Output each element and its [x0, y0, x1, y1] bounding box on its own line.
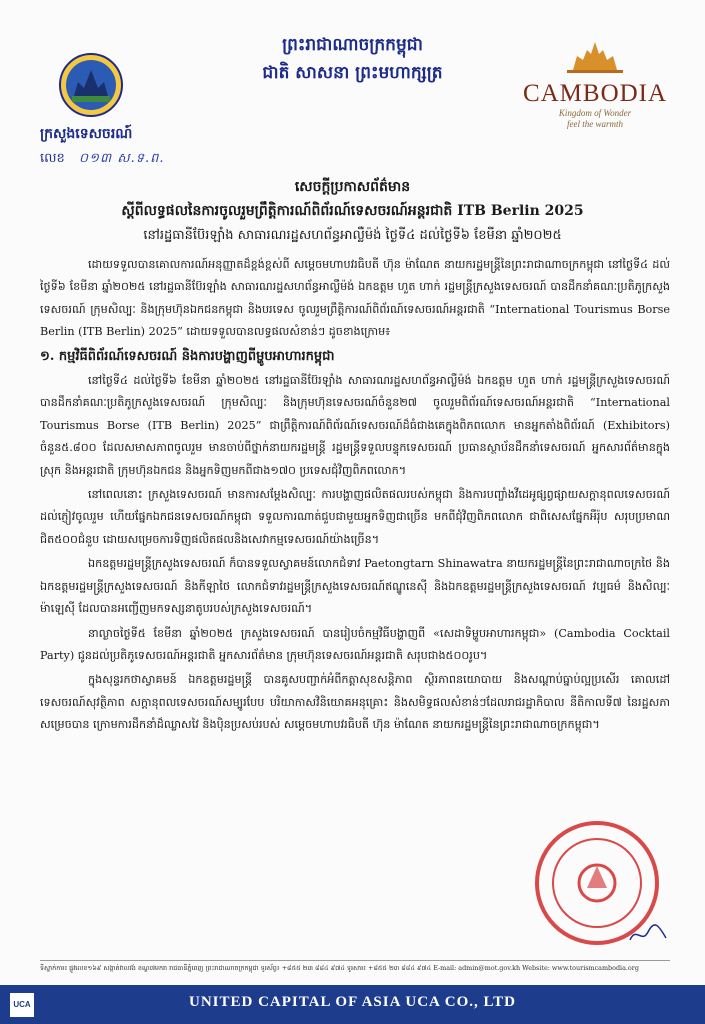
- angkor-temple-icon: [555, 40, 635, 74]
- paragraph-3: ឯកឧត្តមរដ្ឋមន្ត្រីក្រសួងទេសចរណ៍ ក៏បានទទួលស្វាគមន៍លោកជំទាវ Paetongtarn Shinawatra នាយករដ្ឋមន្ត្រីនៃព្រះរាជាណាចក្រថៃ និងឯកឧត្តមរដ្ឋមន្ត្រីក្រសួងទេសចរណ៍ និងកីឡាថៃ លោកជំទាវរដ្ឋមន្ត្រីក្រសួងទេសចរណ៍ឥណ្ឌូនេស៊ី និងឯកឧត្តមរដ្ឋមន្ត្រីក្រសួងទេសចរណ៍ វប្បធម៌ និងសិល្បៈម៉ាឡេស៊ី ដែលបានអញ្ជើញមកទស្សនាតូបរបស់ក្រសួងទេសចរណ៍។: [40, 557, 670, 616]
- contact-footer: ទីស្នាក់ការ៖ ផ្លូវលេខ១៦៩ សង្កាត់វាលវង់ ខណ្ឌ៧មករា រាជធានីភ្នំពេញ ព្រះរាជាណាចក្រកម្ពុជា ទូរស័ព្ទ៖ +៨៥៥ ២៣ ៨៨៤ ៩៧៤ ទូរសារ៖ +៨៥៥ ២៣ ៨៨៤ ៩៧៤ E-mail: admin@mot.gov.kh Website: www.tourismcambodia.org: [40, 960, 670, 974]
- doc-title: សេចក្តីប្រកាសព័ត៌មាន: [294, 179, 411, 195]
- brand-slogan: feel the warmth: [567, 119, 623, 129]
- reference-label: លេខ: [40, 151, 65, 166]
- brand-title: CAMBODIA: [522, 80, 668, 107]
- paragraph-2: នៅពេលនោះ ក្រសួងទេសចរណ៍ មានការសម្តែងសិល្បៈ ការបង្ហាញផលិតផលរបស់កម្ពុជា និងការបញ្ចាំងវីដេអូផ្សព្វផ្សាយសក្តានុពលទេសចរណ៍ដល់ភ្ញៀវចូលរួម ហើយផ្នែកឯកជនទេសចរណ៍កម្ពុជា ទទួលការណាត់ជួបជាមួយអ្នកទិញជាច្រើន មកពីជុំវិញពិភពលោក ជាពិសេសផ្នែកអឺរ៉ុប សរុបប្រមាណជិត៥០០ជំនួប ដោយសម្រេចការទិញផលិតផលនិងសេវាកម្មទេសចរណ៍យ៉ាងច្រើន។: [40, 488, 670, 546]
- doc-location-date: នៅរដ្ឋធានីប៊ែរឡាំង សាធារណរដ្ឋសហព័ន្ធអាល្លឺម៉ង់ ថ្ងៃទី៤ ដល់ថ្ងៃទី៦ ខែមីនា ឆ្នាំ២០២៥: [143, 228, 562, 243]
- ministry-name: ក្រសួងទេសចរណ៍: [40, 126, 133, 142]
- cambodia-brand-logo: [520, 40, 670, 140]
- kingdom-title: ព្រះរាជាណាចក្រកម្ពុជា: [282, 35, 423, 55]
- paragraph-5: ក្នុងសុន្ទរកថាស្វាគមន៍ ឯកឧត្តមរដ្ឋមន្ត្រី បានគូសបញ្ជាក់អំពីកត្តាសុខសន្តិភាព ស្ថិរភាពនយោបាយ និងសណ្តាប់ធ្នាប់ល្អប្រសើរ គោលដៅទេសចរណ៍សុវត្ថិភាព សក្តានុពលទេសចរណ៍សម្បូរបែប បរិយាកាសវិនិយោគអនុគ្រោះ និងសមិទ្ធផលសំខាន់ៗដែលរាជរដ្ឋាភិបាល នីតិកាលទី៧ នៃរដ្ឋសភា សម្រេចបាន ក្រោមការដឹកនាំដ៏ឈ្លាសវៃ និងប៉ិនប្រសប់របស់ សម្តេចមហាបវរធិបតី ហ៊ុន ម៉ាណែត នាយករដ្ឋមន្ត្រីនៃព្រះរាជាណាចក្រកម្ពុជា។: [40, 673, 670, 732]
- letter-body: [40, 254, 670, 739]
- brand-tagline: Kingdom of Wonder: [558, 108, 632, 118]
- signature-icon: [628, 922, 668, 946]
- section-heading: ១. កម្មវិធីពិព័រណ៍ទេសចរណ៍ និងការបង្ហាញពីម្ហូបអាហារកម្ពុជា: [40, 348, 335, 364]
- intro-paragraph: ដោយទទួលបានគោលការណ៍អនុញ្ញាតដ៏ខ្ពង់ខ្ពស់ពី សម្តេចមហាបវរធិបតី ហ៊ុន ម៉ាណែត នាយករដ្ឋមន្ត្រីនៃព្រះរាជាណាចក្រកម្ពុជា នៅថ្ងៃទី៤ ដល់ថ្ងៃទី៦ ខែមីនា ឆ្នាំ២០២៥ នៅរដ្ឋធានីប៊ែរឡាំង សាធារណរដ្ឋសហព័ន្ធអាល្លឺម៉ង់ ឯកឧត្តម ហួត ហាក់ រដ្ឋមន្ត្រីក្រសួងទេសចរណ៍ បានដឹកនាំគណៈប្រតិភូក្រសួងទេសចរណ៍ ក្រុមសិល្បៈ និងក្រុមហ៊ុនឯកជនកម្ពុជា និងបរទេស ចូលរួមព្រឹត្តិការណ៍ពិព័រណ៍ទេសចរណ៍អន្តរជាតិ “International Tourismus Borse Berlin (ITB Berlin) 2025” ដោយទទួលបានលទ្ធផលសំខាន់ៗ ដូចខាងក្រោម៖: [40, 258, 670, 339]
- paragraph-1: នៅថ្ងៃទី៤ ដល់ថ្ងៃទី៦ ខែមីនា ឆ្នាំ២០២៥ នៅរដ្ឋធានីប៊ែរឡាំង សាធារណរដ្ឋសហព័ន្ធអាល្លឺម៉ង់ ឯកឧត្តម ហួត ហាក់ រដ្ឋមន្ត្រីក្រសួងទេសចរណ៍ បានដឹកនាំគណៈប្រតិភូក្រសួងទេសចរណ៍ ក្រុមសិល្បៈ និងក្រុមហ៊ុនទេសចរណ៍ចំនួន២៧ ចូលរួមពិព័រណ៍ទេសចរណ៍អន្តរជាតិ “International Tourismus Borse (ITB Berlin) 2025” ជាព្រឹត្តិការណ៍ពិព័រណ៍ទេសចរណ៍ដ៏ធំជាងគេក្នុងពិភពលោក មានអ្នកតាំងពិព័រណ៍ (Exhibitors) ចំនួន៥.៨០០ ដែលសមាសភាពចូលរួម មានចាប់ពីថ្នាក់នាយករដ្ឋមន្ត្រី រដ្ឋមន្ត្រីទទួលបន្ទុកទេសចរណ៍ ប្រធានស្ថាប័នដឹកនាំទេសចរណ៍ អ្នកសារព័ត៌មានក្នុងស្រុក និងអន្តរជាតិ ក្រុមហ៊ុនឯកជន និងអ្នកទិញមកពីជាង១៧០ ប្រទេសជុំវិញពិភពលោក។: [40, 374, 670, 477]
- reference-number: [40, 150, 164, 169]
- paragraph-4: នាល្ងាចថ្ងៃទី៥ ខែមីនា ឆ្នាំ២០២៥ ក្រសួងទេសចរណ៍ បានរៀបចំកម្មវិធីបង្ហាញពី «សេដាទិម្ហូបអាហារកម្ពុជា» (Cambodia Cocktail Party) ជូនដល់ប្រតិភូទេសចរណ៍អន្តរជាតិ អ្នកសារព័ត៌មាន ក្រុមហ៊ុនទេសចរណ៍អន្តរជាតិ សរុបជាង៥០០រូប។: [40, 626, 670, 662]
- company-banner: [0, 985, 705, 1024]
- doc-subtitle: ស្តីពីលទ្ធផលនៃការចូលរួមព្រឹត្តិការណ៍ពិព័រណ៍ទេសចរណ៍អន្តរជាតិ ITB Berlin 2025: [121, 203, 584, 219]
- uca-logo-icon: UCA: [10, 993, 34, 1017]
- company-name: UNITED CAPITAL OF ASIA UCA CO., LTD: [188, 994, 516, 1010]
- kingdom-motto: ជាតិ សាសនា ព្រះមហាក្សត្រ: [262, 63, 443, 83]
- reference-value: ០១៣ ស.ទ.ព.: [78, 151, 165, 166]
